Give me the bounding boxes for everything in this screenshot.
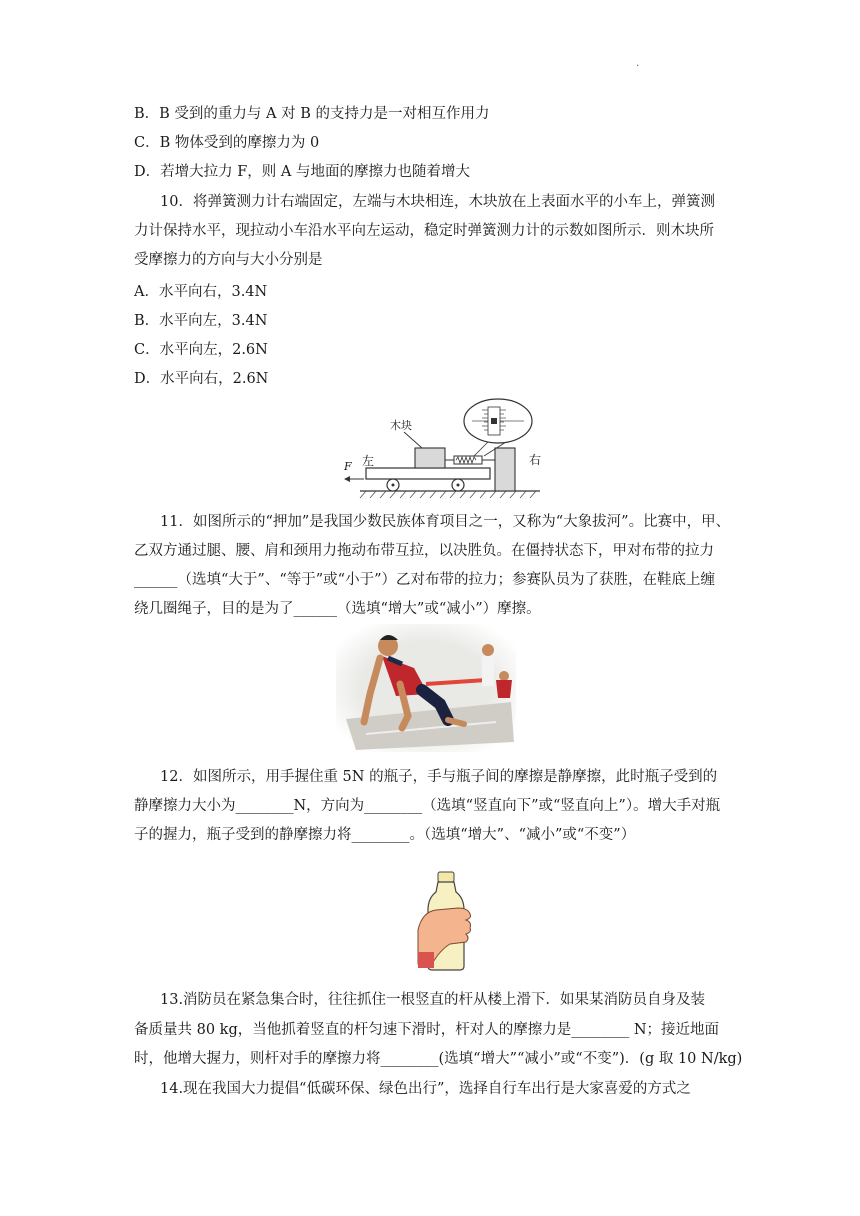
q11-stem-line-3: ______（选填“大于”、“等于”或“小于”）乙对布带的拉力；参赛队员为了获胜，在鞋底上缠 <box>134 572 715 588</box>
q9-option-c: C．B 物体受到的摩擦力为 0 <box>134 135 320 151</box>
q11-stem-line-2: 乙双方通过腿、腰、肩和颈用力拖动布带互拉，以决胜负。在僵持状态下，甲对布带的拉力 <box>134 543 714 559</box>
q9-option-d: D．若增大拉力 F，则 A 与地面的摩擦力也随着增大 <box>134 164 470 180</box>
q12-stem-line-2: 静摩擦力大小为________N，方向为________（选填“竖直向下”或“竖直向上”）。增大手对瓶 <box>134 798 721 814</box>
label-left: 左 <box>362 454 375 468</box>
fixed-wall <box>495 448 515 491</box>
hand-holding-bottle-figure <box>414 868 476 972</box>
wood-block <box>415 448 445 468</box>
q10-stem-line-2: 力计保持水平，现拉动小车沿水平向左运动，稳定时弹簧测力计的示数如图所示．则木块所 <box>134 223 714 239</box>
q10-option-c: C．水平向左，2.6N <box>134 342 268 358</box>
q11-stem-line-4: 绕几圈绳子，目的是为了______（选填“增大”或“减小”）摩擦。 <box>134 601 541 617</box>
q12-stem-line-3: 子的握力，瓶子受到的静摩擦力将________。（选填“增大”、“减小”或“不变”） <box>134 827 636 843</box>
q13-stem-line-1: 13.消防员在紧急集合时，往往抓住一根竖直的杆从楼上滑下．如果某消防员自身及装 <box>160 992 706 1008</box>
q13-stem-line-2: 备质量共 80 kg，当他抓着竖直的杆匀速下滑时，杆对人的摩擦力是________ N；接近地面 <box>134 1022 720 1038</box>
label-block: 木块 <box>390 419 412 432</box>
q11-stem-line-1: 11．如图所示的“押加”是我国少数民族体育项目之一，又称为“大象拔河”。比赛中，甲、 <box>160 514 731 530</box>
q10-option-a: A．水平向右，3.4N <box>134 284 268 300</box>
q10-option-d: D．水平向右，2.6N <box>134 371 269 387</box>
cart <box>366 468 490 479</box>
label-force: F <box>344 460 352 473</box>
spring-scale-cart-figure <box>338 398 548 500</box>
q10-stem-line-3: 受摩擦力的方向与大小分别是 <box>134 252 323 268</box>
q10-option-b: B．水平向左，3.4N <box>134 313 268 329</box>
q10-stem-line-1: 10．将弹簧测力计右端固定，左端与木块相连，木块放在上表面水平的小车上，弹簧测 <box>160 194 715 210</box>
q9-option-b: B．B 受到的重力与 A 对 B 的支持力是一对相互作用力 <box>134 106 490 122</box>
q13-stem-line-3: 时，他增大握力，则杆对手的摩擦力将________(选填“增大”“减小”或“不变”)．(g 取 10 N/kg) <box>134 1051 743 1067</box>
header-dot: . <box>636 58 640 69</box>
force-arrow-icon <box>344 476 350 482</box>
label-right: 右 <box>529 453 542 467</box>
q14-stem-line-1: 14.现在我国大力提倡“低碳环保、绿色出行”，选择自行车出行是大家喜爱的方式之 <box>160 1081 691 1097</box>
q12-stem-line-1: 12．如图所示，用手握住重 5N 的瓶子，手与瓶子间的摩擦是静摩擦，此时瓶子受到的 <box>160 769 718 785</box>
elephant-tug-of-war-photo <box>336 624 516 752</box>
